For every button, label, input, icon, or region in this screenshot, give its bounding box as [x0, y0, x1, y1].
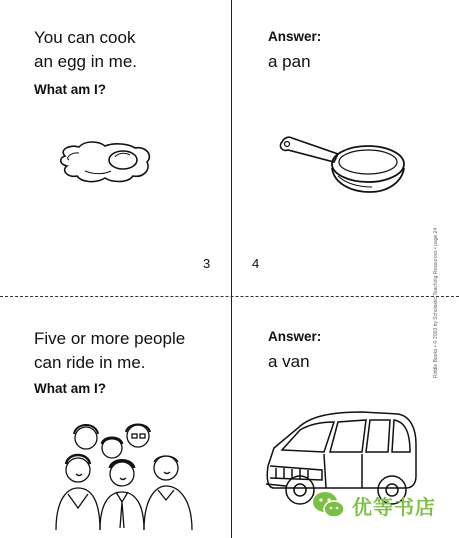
card4-answer: a van	[268, 352, 310, 371]
watermark	[312, 490, 436, 520]
card4-answer-label: Answer:	[268, 329, 322, 344]
vertical-divider	[231, 0, 232, 538]
wechat-icon	[312, 490, 346, 520]
card1-question: You can cook an egg in me.	[34, 28, 138, 71]
card1-prompt: What am I?	[34, 82, 107, 97]
card2-answer-label: Answer:	[268, 29, 322, 44]
frying-pan-icon	[276, 132, 408, 202]
fried-egg-icon	[55, 138, 155, 186]
card3-question: Five or more people can ride in me.	[34, 329, 186, 372]
page-number: 3	[203, 256, 211, 271]
page-number: 4	[252, 256, 260, 271]
group-of-people-icon	[50, 418, 200, 533]
side-credit: Riddle Books • © 2003 by Scholastic Teaching Resources • page 24	[433, 227, 439, 378]
card2-answer: a pan	[268, 52, 311, 71]
watermark-text: 优等书店	[352, 494, 436, 519]
horizontal-cut-line	[0, 296, 459, 297]
card3-prompt: What am I?	[34, 381, 107, 396]
